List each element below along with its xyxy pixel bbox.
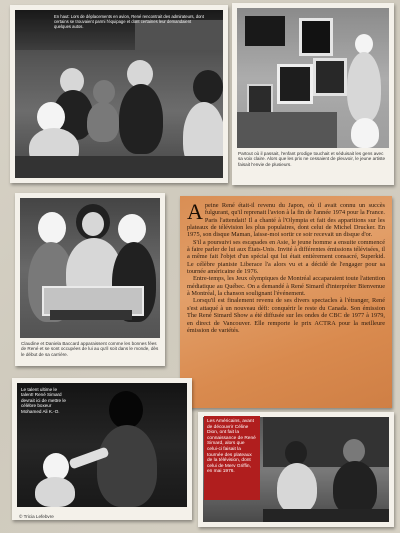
article-block xyxy=(180,196,392,408)
photo-baccard-card xyxy=(15,193,165,366)
caption-tvshow: Les Américains, avant de découvrir Céline Dion, ont fait la connaissance de René Simard, alors que celui-ci faisait la tournée des plateaux de la télévision, dont celui de Merv Griffin, en mai 1976. xyxy=(204,416,260,500)
article-paragraph-3: Entre-temps, les Jeux olympiques de Montréal accaparaient toute l'attention médiatique au Québec. On a demandé à René Simard d'interpréter Bienvenue à Montréal, la chanson soulignant l'événement. xyxy=(187,275,385,298)
photo-airplane-card xyxy=(10,5,228,183)
article-text xyxy=(187,199,385,334)
photo-airplane xyxy=(15,10,223,178)
photo-boxer-card xyxy=(12,378,192,520)
article-paragraph-1: Apeine René était-il revenu du Japon, où il avait connu un succès fulgurant, qu'il reprenait l'avion à la fin de l'année 1974 pour la France. Paris l'attendait! Il a chanté à l'Olympia et fait des apparitions sur les plateaux de télévision les plus populaires, dont celui de Michel Drucker. En 1975, son disque Maman, laisse-moi sortir ce soir recevait un disque d'or. xyxy=(187,199,385,239)
caption-boxer: Le talent ultime le talent! René Simard devrait ici de mettre le célèbre boxeur Mohamed Ali K.-O. xyxy=(21,387,66,414)
caption-awards: Partout où il passait, l'enfant prodige touchait et séduisait les gens avec sa voix claire. Alors que les prix ne cessaient de pleuvoir, le jeune artiste faisait l'envie de plusieurs. xyxy=(238,151,386,167)
caption-baccard: Claudine et Daniela Baccard apparaissent comme les bonnes fées de René et se sont occupées de lui au qu'il soit dans le monde, dès le début de sa carrière. xyxy=(21,341,159,357)
caption-airplane: En haut: Lors de déplacements en avion, René rencontrait des admirateurs, dont certains se trouvaient parmi l'équipage et dont certaines leur demandaient quelques autos. xyxy=(54,14,204,29)
caption-boxer-credit: © Tricia Lefebvre xyxy=(19,513,54,519)
article-dropcap: A xyxy=(187,199,203,224)
article-paragraph-4: Lorsqu'il est finalement revenu de ses divers spectacles à l'étranger, René s'est attaqué à un nouveau défi: conquérir le reste du Canada. Son émission The René Simard Show a été diffusée sur les ondes de CBC de 1977 à 1979, en direct de Vancouver. Elle remporte le prix ACTRA pour la meilleure émission de variétés. xyxy=(187,297,385,334)
photo-awards-card xyxy=(232,3,394,185)
photo-tvshow-card xyxy=(198,412,394,527)
photo-baccard xyxy=(20,198,160,338)
article-paragraph-2: S'il a poursuivi ses escapades en Asie, le jeune homme a ensuite commencé à faire parler de lui aux États-Unis. Invité à différentes émissions télévisées, il a même fait l'objet d'un spécial qui lui était entièrement consacré, Superkid. Le célèbre pianiste Liberace l'a alors vu et a décidé de l'engager pour sa tournée américaine de 1976. xyxy=(187,238,385,276)
photo-awards xyxy=(237,8,389,148)
